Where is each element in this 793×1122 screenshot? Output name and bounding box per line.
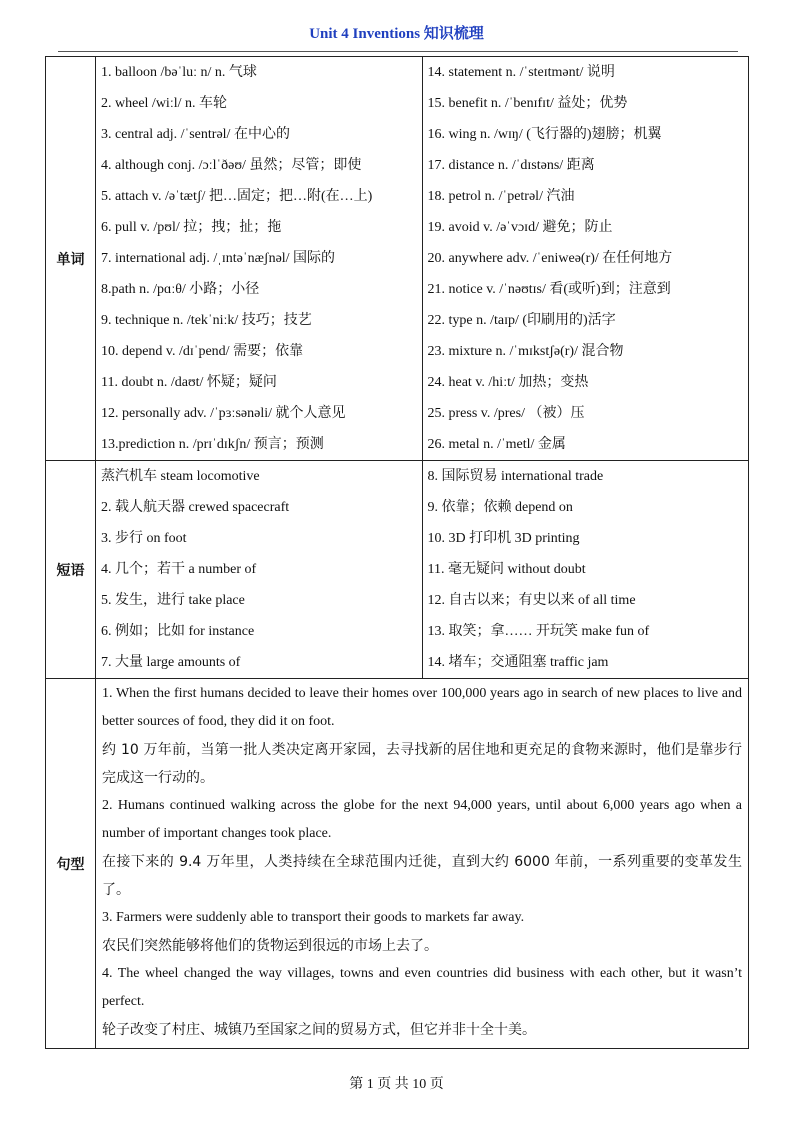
sentence-chinese: 轮子改变了村庄、城镇乃至国家之间的贸易方式，但它并非十全十美。: [102, 1022, 536, 1038]
title-divider: [58, 51, 738, 52]
vocab-entry: 19. avoid v. /əˈvɔɪd/ 避免；防止: [427, 220, 613, 235]
vocab-right-column: [422, 57, 749, 461]
sentence-chinese: 在接下来的 9.4 万年里，人类持续在全球范围内迁徙，直到大约 6000 年前，一系列重要的变革发生了。: [102, 854, 742, 898]
phrase-entry: 9. 依靠；依赖 depend on: [427, 500, 573, 515]
vocab-entry: 20. anywhere adv. /ˈeniweə(r)/ 在任何地方: [427, 251, 673, 266]
sentences-label: 句型: [46, 679, 96, 1049]
vocab-entry: 16. wing n. /wɪŋ/ (飞行器的)翅膀；机翼: [427, 127, 662, 142]
knowledge-table: [45, 56, 749, 1049]
vocab-entry: 13.prediction n. /prɪˈdɪkʃn/ 预言；预测: [101, 437, 324, 452]
vocab-row: [46, 57, 749, 461]
vocab-entry: 11. doubt n. /daʊt/ 怀疑；疑问: [101, 375, 277, 390]
sentence-english: 1. When the first humans decided to leave their homes over 100,000 years ago in search of new places to live and better sources of food, they did it on foot.: [102, 686, 742, 729]
phrase-entry: 8. 国际贸易 international trade: [427, 469, 604, 484]
vocab-entry: 8.path n. /pɑːθ/ 小路；小径: [101, 282, 260, 297]
vocab-entry: 22. type n. /taɪp/ (印刷用的)活字: [427, 313, 616, 328]
vocab-entry: 18. petrol n. /ˈpetrəl/ 汽油: [427, 189, 575, 204]
sentence-english: 3. Farmers were suddenly able to transport their goods to markets far away.: [102, 910, 525, 925]
vocab-entry: 7. international adj. /ˌɪntəˈnæʃnəl/ 国际的: [101, 251, 336, 266]
vocab-entry: 1. balloon /bəˈluː n/ n. 气球: [101, 65, 257, 80]
vocab-entry: 5. attach v. /əˈtætʃ/ 把…固定；把…附(在…上): [101, 189, 373, 204]
vocab-entry: 15. benefit n. /ˈbenɪfɪt/ 益处；优势: [427, 96, 628, 111]
phrases-left-column: [96, 461, 423, 679]
phrases-right-column: [422, 461, 749, 679]
vocab-entry: 26. metal n. /ˈmetl/ 金属: [427, 437, 566, 452]
vocab-entry: 9. technique n. /tekˈniːk/ 技巧；技艺: [101, 313, 312, 328]
sentence-chinese: 约 10 万年前，当第一批人类决定离开家园，去寻找新的居住地和更充足的食物来源时，他们是靠步行完成这一行动的。: [102, 742, 742, 786]
phrase-entry: 6. 例如；比如 for instance: [101, 624, 255, 639]
vocab-entry: 21. notice v. /ˈnəʊtɪs/ 看(或听)到；注意到: [427, 282, 671, 297]
phrase-entry: 2. 载人航天器 crewed spacecraft: [101, 500, 290, 515]
sentences-cell: [96, 679, 749, 1049]
vocab-entry: 17. distance n. /ˈdɪstəns/ 距离: [427, 158, 595, 173]
vocab-entry: 2. wheel /wiːl/ n. 车轮: [101, 96, 227, 111]
vocab-entry: 12. personally adv. /ˈpɜːsənəli/ 就个人意见: [101, 406, 346, 421]
sentence-chinese: 农民们突然能够将他们的货物运到很远的市场上去了。: [102, 938, 438, 954]
vocab-left-column: [96, 57, 423, 461]
page-footer: 第 1 页 共 10 页: [349, 1077, 444, 1092]
phrases-label: 短语: [46, 461, 96, 679]
phrase-entry: 11. 毫无疑问 without doubt: [427, 562, 586, 577]
phrases-row: [46, 461, 749, 679]
vocab-entry: 14. statement n. /ˈsteɪtmənt/ 说明: [427, 65, 615, 80]
phrase-entry: 3. 步行 on foot: [101, 531, 187, 546]
sentences-row: [46, 679, 749, 1049]
vocab-entry: 3. central adj. /ˈsentrəl/ 在中心的: [101, 127, 290, 142]
vocab-entry: 25. press v. /pres/ （被）压: [427, 406, 585, 421]
vocab-entry: 23. mixture n. /ˈmɪkstʃə(r)/ 混合物: [427, 344, 624, 359]
sentence-english: 2. Humans continued walking across the globe for the next 94,000 years, until about 6,000 years ago when a number of important changes took place.: [102, 798, 742, 841]
vocab-entry: 10. depend v. /dɪˈpend/ 需要；依靠: [101, 344, 304, 359]
phrase-entry: 10. 3D 打印机 3D printing: [427, 531, 580, 546]
vocab-entry: 4. although conj. /ɔːlˈðəʊ/ 虽然；尽管；即使: [101, 158, 362, 173]
phrase-entry: 4. 几个；若干 a number of: [101, 562, 257, 577]
phrase-entry: 蒸汽机车 steam locomotive: [101, 469, 260, 484]
phrase-entry: 7. 大量 large amounts of: [101, 655, 241, 670]
phrase-entry: 12. 自古以来；有史以来 of all time: [427, 593, 636, 608]
phrase-entry: 13. 取笑；拿…… 开玩笑 make fun of: [427, 624, 650, 639]
vocab-label: 单词: [46, 57, 96, 461]
sentence-english: 4. The wheel changed the way villages, towns and even countries did business with each other, but it wasn’t perfect.: [102, 966, 742, 1009]
phrase-entry: 5. 发生，进行 take place: [101, 593, 245, 608]
page-title: Unit 4 Inventions 知识梳理: [309, 26, 484, 42]
phrase-entry: 14. 堵车；交通阻塞 traffic jam: [427, 655, 609, 670]
vocab-entry: 24. heat v. /hiːt/ 加热；变热: [427, 375, 589, 390]
vocab-entry: 6. pull v. /pʊl/ 拉；拽；扯；拖: [101, 220, 282, 235]
